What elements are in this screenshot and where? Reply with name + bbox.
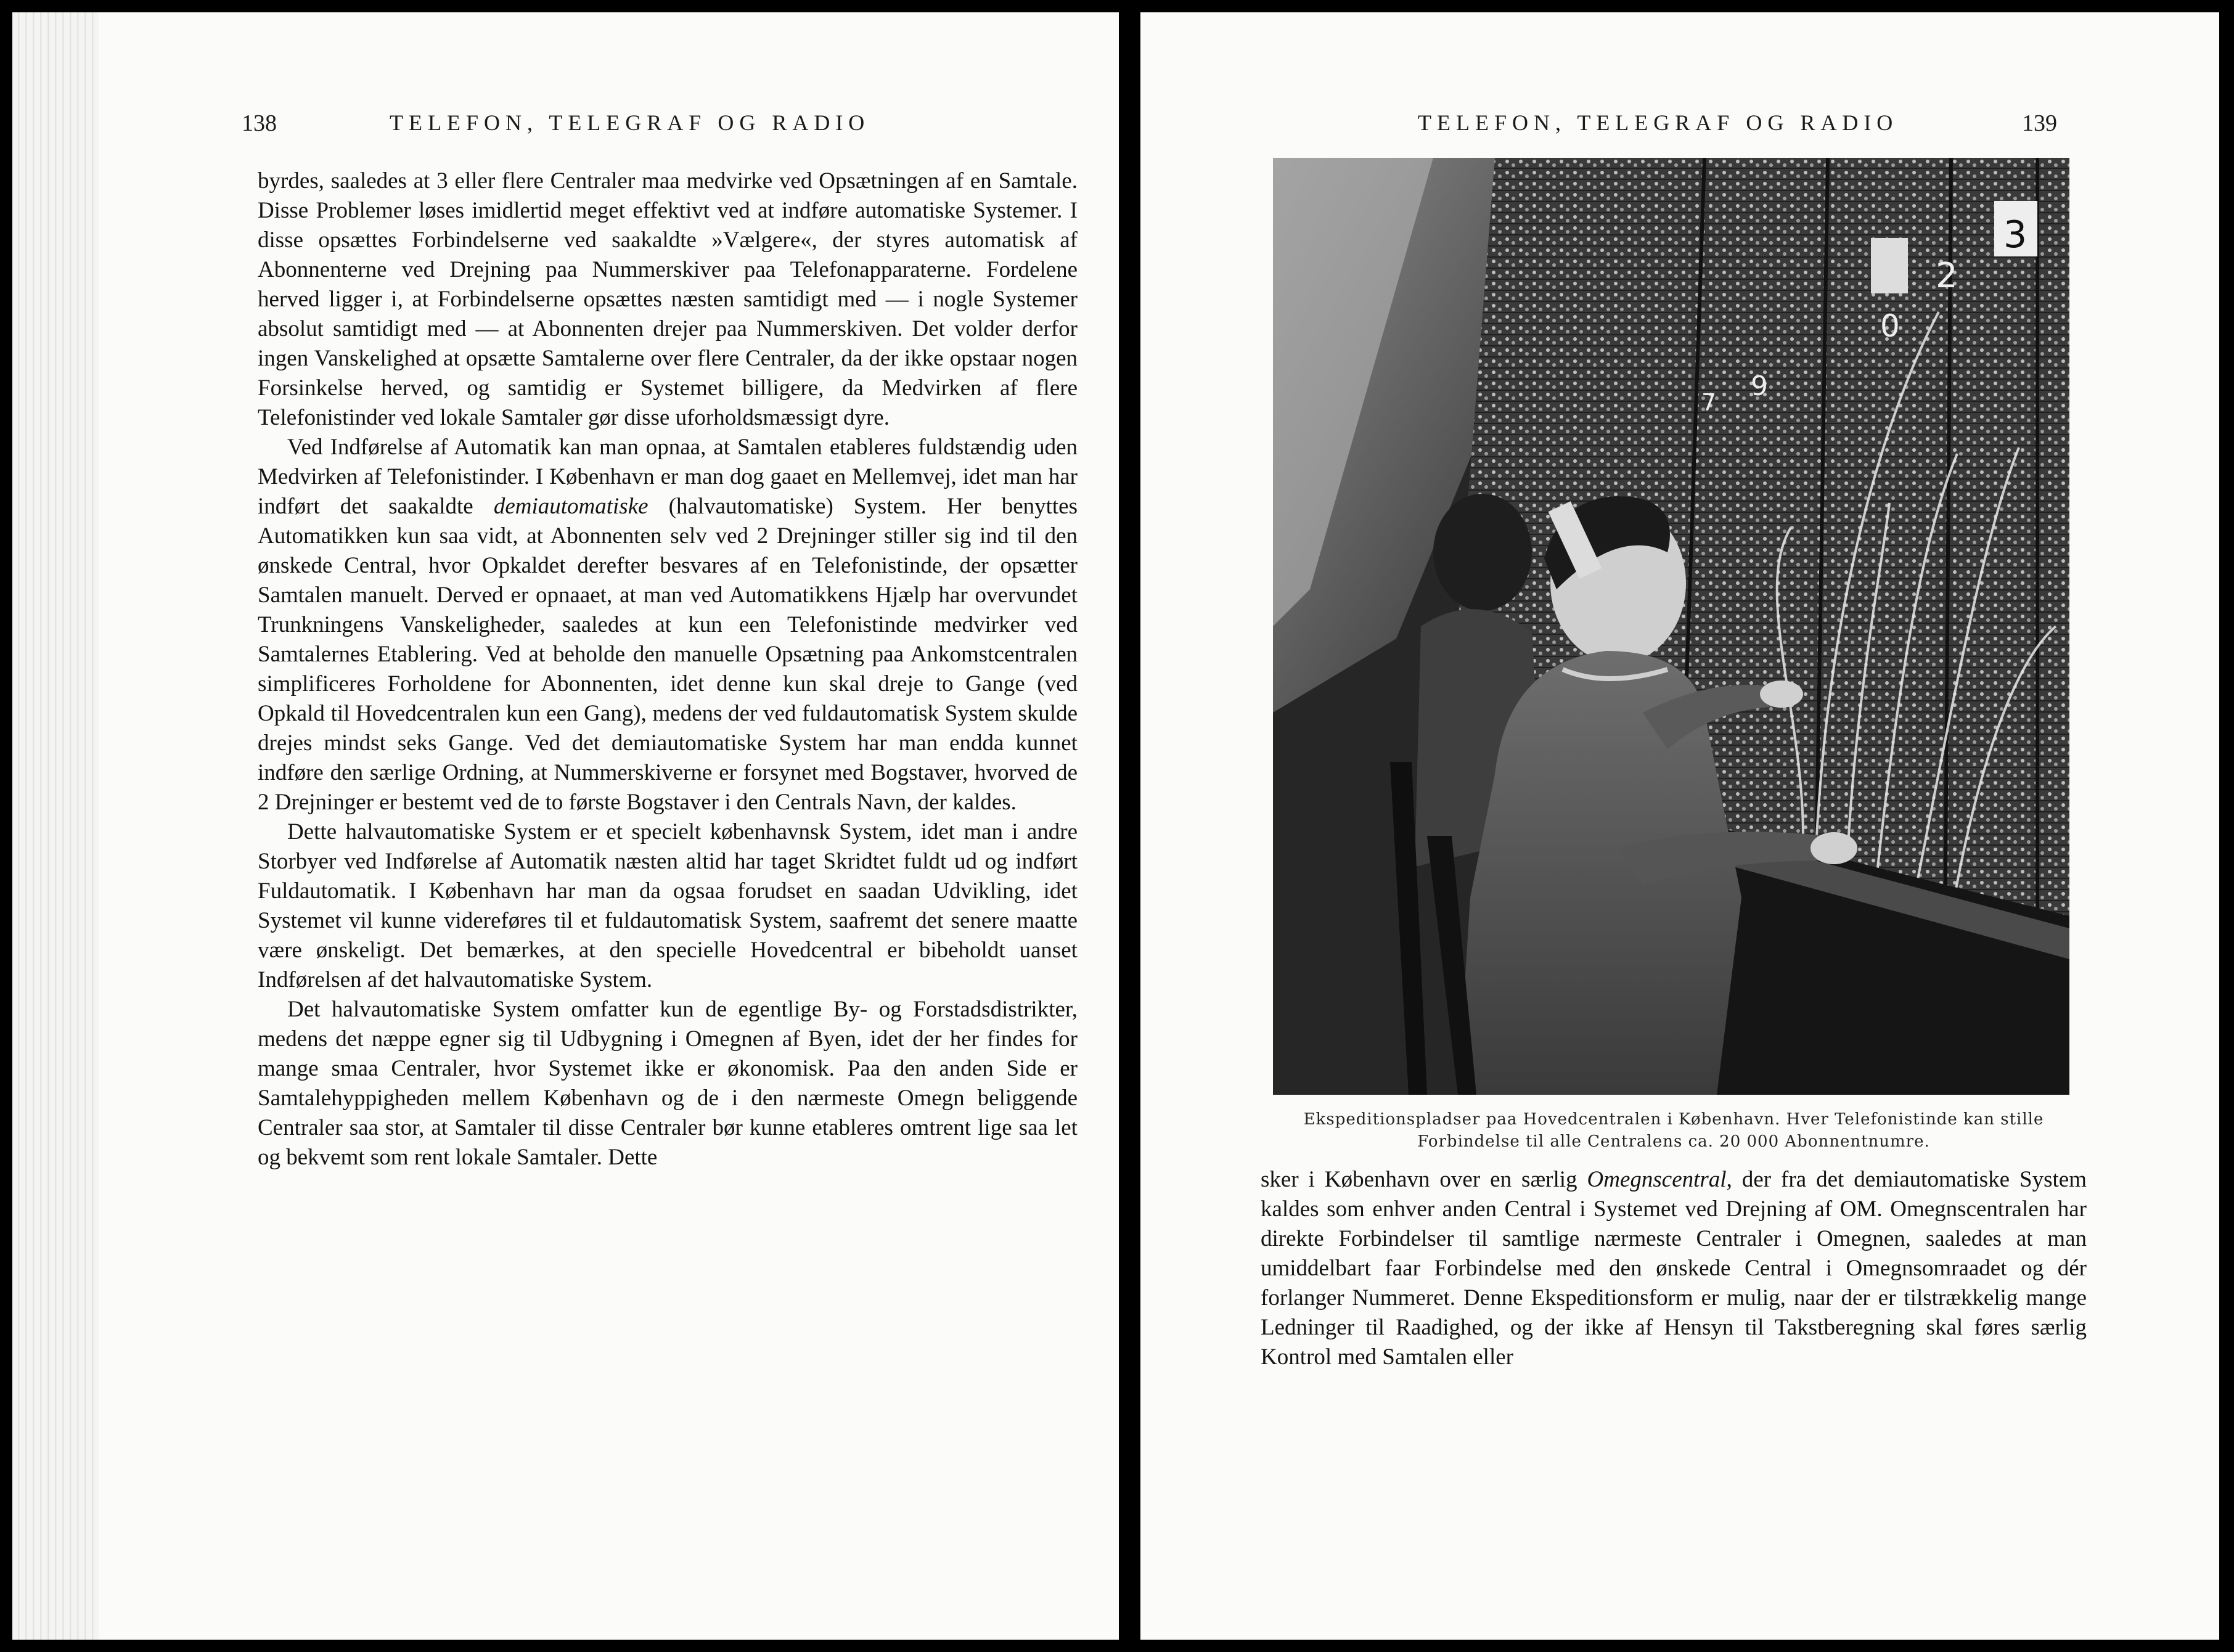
board-label-3: 3 [2003,213,2027,256]
left-page [12,12,1119,1640]
left_page-paragraph [258,433,1078,817]
running-head-right: TELEFON, TELEGRAF OG RADIO [1418,110,1899,135]
board-label-7: 7 [1701,389,1717,416]
text-run: , der fra det demiautomatiske System kaldes som enhver anden Central i Systemet ved Drejning af OM. Omegnscentralen har direkte Forbindelser til samtlige nærmeste Centraler i Omegnen, saaledes at man umiddelbart faar Forbindelse med den ønskede Central i Omegnsomraadet og dér forlanger Nummeret. Denne Ekspeditionsform er mulig, naar der er tilstrækkelig mange Ledninger til Raadighed, og der ikke af Hensyn til Takstberegning skal føres særlig Kontrol med Samtalen eller [1261,1167,2087,1370]
page-edges [12,12,99,1640]
left_page-paragraph [258,166,1078,433]
text-run: byrdes, saaledes at 3 eller flere Centraler maa medvirke ved Opsætningen af en Samtale. Disse Problemer løses imidlertid meget effektivt ved at indføre automatiske Systemer. I disse opsættes Forbindelserne ved saakaldte »Vælgere«, der styres automatisk af Abonnenterne ved Drejning paa Nummerskiver paa Telefonapparaterne. Fordelene herved ligger i, at Forbindelserne opsættes næsten samtidigt med — i nogle Systemer absolut samtidigt med — at Abonnenten drejer paa Nummerskiven. Det volder derfor ingen Vanskelighed at opsætte Samtalerne over flere Centraler, da der ikke opstaar nogen Forsinkelse herved, og samtidig er Systemet billigere, da Medvirken af flere Telefonistinder ved lokale Samtaler gør disse uforholdsmæssigt dyre. [258,168,1078,430]
text-run: sker i København over en særlig [1261,1167,1587,1192]
text-run: Ved Indførelse af Automatik kan man opnaa, at Samtalen etableres fuldstændig uden Medvirken af Telefonistinder. I København er man dog gaaet en Mellemvej, idet man har indført det saakaldte [258,435,1078,519]
left_page-paragraph [258,817,1078,995]
text-run: Dette halvautomatiske System er et specielt københavnsk System, idet man i andre Storbyer ved Indførelse af Automatik næsten altid har taget Skridtet fuldt ud og indført Fuldautomatik. I København har man da ogsaa forudset en saadan Udvikling, idet Systemet vil kunne videreføres til et fuldautomatisk System, saafremt det senere maatte være ønskeligt. Det bemærkes, at den specielle Hovedcentral er bibeholdt uanset Indførelsen af det halvautomatiske System. [258,819,1078,992]
right_page-paragraph [1261,1165,2087,1372]
running-head-left: TELEFON, TELEGRAF OG RADIO [390,110,870,135]
right-page [1140,12,2219,1640]
board-label-2: 2 [1936,256,1958,296]
board-label-9: 9 [1751,370,1768,402]
switchboard-photograph [1273,158,2069,1095]
page-number-left: 138 [242,110,277,136]
left-body-text [258,166,1078,1172]
text-run: Det halvautomatiske System omfatter kun de egentlige By- og Forstadsdistrikter, medens det næppe egner sig til Udbygning i Omegnen af Byen, idet der her findes for mange smaa Centraler, hvor Systemet ikke er økonomisk. Paa den anden Side er Samtalehyppigheden mellem København og de i den nærmeste Omegn beliggende Centraler saa stor, at Samtaler til disse Centraler bør kunne etableres omtrent lige saa let og bekvemt som rent lokale Samtaler. Dette [258,997,1078,1170]
page-number-right: 139 [2022,110,2057,136]
emphasized-term: demiautomatiske [493,494,649,519]
left_page-paragraph [258,995,1078,1172]
text-run: (halvautomatiske) System. Her benyttes Automatikken kun saa vidt, at Abonnenten selv ved 2 Drejninger stiller sig ind til den ønskede Central, hvor Opkaldet derefter besvares af en Telefonistinde, der opsætter Samtalen manuelt. Derved er opnaaet, at man ved Automatikkens Hjælp har overvundet Trunkningens Vanskeligheder, saaledes at kun een Telefonistinde medvirker ved Samtalernes Etablering. Ved at beholde den manuelle Opsætning paa Ankomstcentralen simplificeres Forholdene for Abonnenten, idet denne kun skal dreje to Gange (ved Opkald til Hovedcentralen kun een Gang), medens der ved fuldautomatisk System skulde drejes mindst seks Gange. Ved det demiautomatiske System har man endda kunnet indføre den særlige Ordning, at Nummerskiverne er forsynet med Bogstaver, hvorved de 2 Drejninger er bestemt ved de to første Bogstaver i den Centrals Navn, der kaldes. [258,494,1078,815]
board-label-0: 0 [1880,308,1900,344]
photo-caption: Ekspeditionspladser paa Hovedcentralen i København. Hver Telefonistinde kan stille Forbindelse til alle Centralens ca. 20 000 Abonnentnumre. [1303,1110,2044,1151]
right-body-text [1261,1165,2087,1372]
emphasized-term: Omegnscentral [1587,1167,1727,1192]
